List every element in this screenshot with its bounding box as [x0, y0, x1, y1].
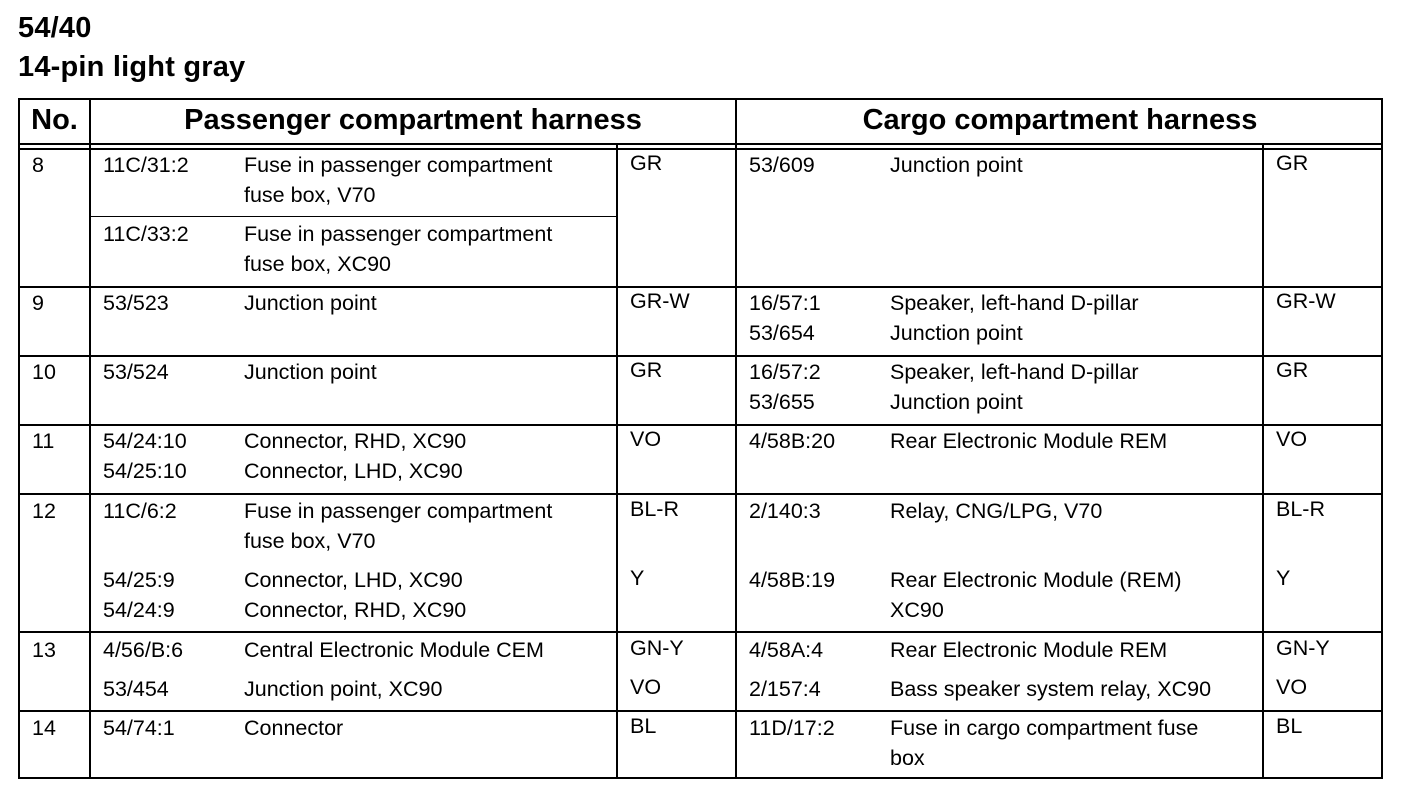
subrow-divider [90, 216, 617, 217]
row-divider [20, 631, 1381, 633]
cargo-code: 53/609 [749, 153, 815, 177]
cargo-wire-color: BL-R [1276, 497, 1325, 521]
cargo-wire-color: GR [1276, 151, 1309, 175]
cargo-description: Speaker, left-hand D-pillar Junction point [890, 360, 1139, 414]
passenger-description: Connector [244, 716, 344, 740]
divider [735, 100, 737, 777]
passenger-description: Junction point [244, 360, 377, 384]
pin-number: 12 [32, 499, 56, 523]
passenger-code: 11C/33:2 [103, 222, 189, 246]
cargo-code: 4/58B:19 [749, 568, 836, 592]
cargo-description: Rear Electronic Module REM [890, 429, 1168, 453]
passenger-wire-color: GN-Y [630, 636, 684, 660]
passenger-code: 54/74:1 [103, 716, 175, 740]
header-passenger-harness: Passenger compartment harness [184, 104, 642, 136]
connector-pinout-table [18, 98, 1383, 779]
passenger-code: 11C/31:2 [103, 153, 189, 177]
cargo-description: Junction point [890, 153, 1023, 177]
cargo-description: Relay, CNG/LPG, V70 [890, 499, 1103, 523]
passenger-wire-color: GR [630, 151, 663, 175]
passenger-code: 4/56/B:6 [103, 638, 184, 662]
cargo-wire-color: VO [1276, 675, 1308, 699]
passenger-wire-color: BL-R [630, 497, 679, 521]
divider [1262, 144, 1264, 777]
cargo-description: Fuse in cargo compartment fuse box [890, 716, 1199, 770]
connector-id-title: 54/40 [18, 12, 92, 44]
passenger-wire-color: GR [630, 358, 663, 382]
passenger-wire-color: VO [630, 427, 662, 451]
passenger-wire-color: VO [630, 675, 662, 699]
cargo-description: Rear Electronic Module (REM) XC90 [890, 568, 1182, 622]
passenger-wire-color: GR-W [630, 289, 690, 313]
cargo-code: 4/58A:4 [749, 638, 824, 662]
passenger-wire-color: BL [630, 714, 657, 738]
passenger-wire-color: Y [630, 566, 645, 590]
passenger-description: Fuse in passenger compartment fuse box, XC90 [244, 222, 553, 276]
cargo-description: Bass speaker system relay, XC90 [890, 677, 1212, 701]
row-divider [20, 424, 1381, 426]
cargo-description: Rear Electronic Module REM [890, 638, 1168, 662]
cargo-code: 2/157:4 [749, 677, 821, 701]
passenger-description: Junction point, XC90 [244, 677, 443, 701]
cargo-code: 4/58B:20 [749, 429, 836, 453]
divider [616, 144, 618, 777]
pin-number: 8 [32, 153, 44, 177]
cargo-wire-color: GN-Y [1276, 636, 1330, 660]
cargo-wire-color: GR [1276, 358, 1309, 382]
passenger-code: 53/454 [103, 677, 169, 701]
cargo-code: 11D/17:2 [749, 716, 835, 740]
cargo-description: Speaker, left-hand D-pillar Junction point [890, 291, 1139, 345]
cargo-wire-color: Y [1276, 566, 1291, 590]
header-divider [20, 148, 1381, 150]
cargo-code: 16/57:2 53/655 [749, 360, 821, 414]
passenger-description: Fuse in passenger compartment fuse box, V70 [244, 499, 553, 553]
pin-number: 13 [32, 638, 56, 662]
row-divider [20, 286, 1381, 288]
pin-number: 14 [32, 716, 56, 740]
cargo-wire-color: VO [1276, 427, 1308, 451]
header-no: No. [31, 104, 78, 136]
cargo-code: 2/140:3 [749, 499, 821, 523]
pin-number: 11 [32, 429, 55, 453]
row-divider [20, 355, 1381, 357]
passenger-description: Connector, RHD, XC90 Connector, LHD, XC90 [244, 429, 467, 483]
header-cargo-harness: Cargo compartment harness [862, 104, 1258, 136]
divider [89, 100, 91, 777]
cargo-code: 16/57:1 53/654 [749, 291, 821, 345]
passenger-code: 54/25:9 54/24:9 [103, 568, 175, 622]
passenger-code: 54/24:10 54/25:10 [103, 429, 187, 483]
connector-description-title: 14-pin light gray [18, 51, 246, 83]
passenger-description: Central Electronic Module CEM [244, 638, 544, 662]
passenger-description: Fuse in passenger compartment fuse box, V70 [244, 153, 553, 207]
passenger-code: 53/524 [103, 360, 169, 384]
row-divider [20, 493, 1381, 495]
cargo-wire-color: BL [1276, 714, 1303, 738]
row-divider [20, 710, 1381, 712]
passenger-code: 53/523 [103, 291, 169, 315]
passenger-description: Junction point [244, 291, 377, 315]
pin-number: 10 [32, 360, 56, 384]
pin-number: 9 [32, 291, 44, 315]
passenger-code: 11C/6:2 [103, 499, 177, 523]
cargo-wire-color: GR-W [1276, 289, 1336, 313]
passenger-description: Connector, LHD, XC90 Connector, RHD, XC90 [244, 568, 467, 622]
